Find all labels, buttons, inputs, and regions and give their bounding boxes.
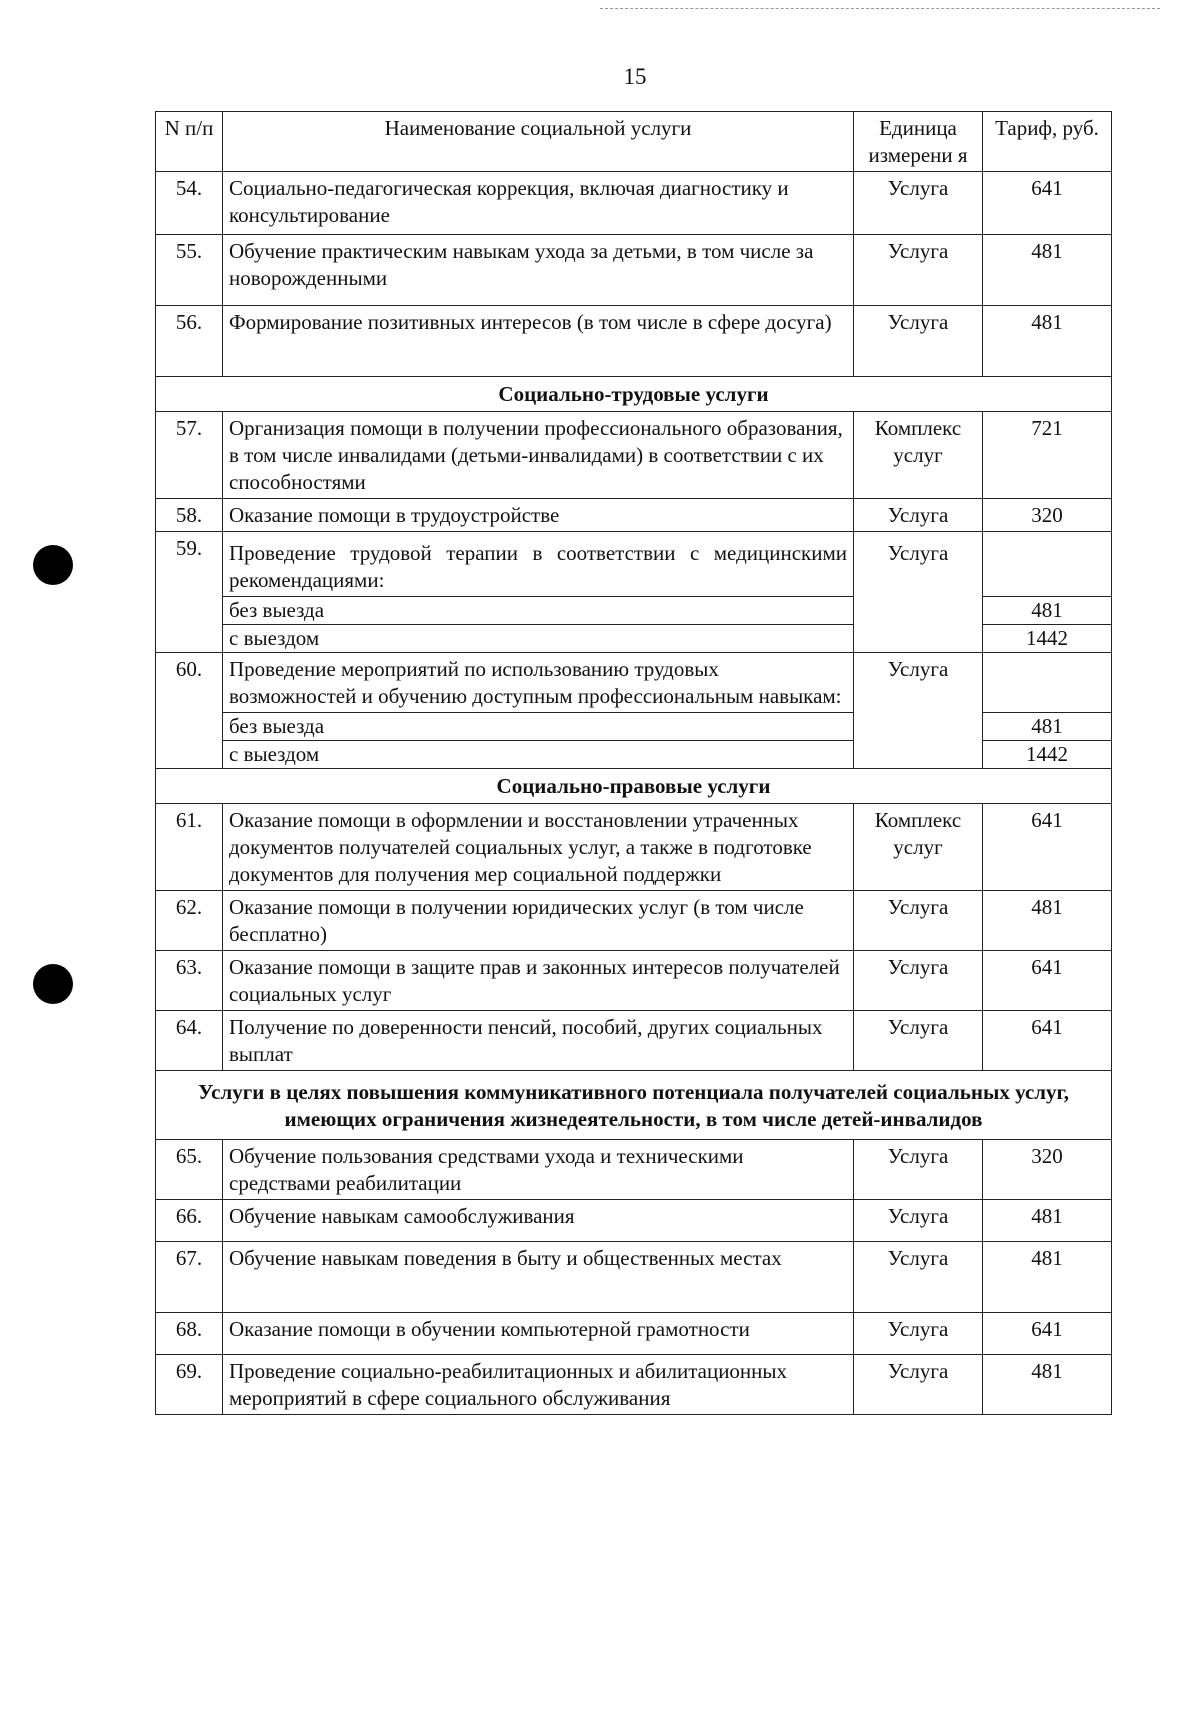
section-heading-row <box>156 377 1112 412</box>
table-row <box>156 412 1112 499</box>
service-name: Обучение навыкам самообслуживания <box>223 1200 854 1242</box>
table-row <box>156 1242 1112 1313</box>
service-name: Оказание помощи в обучении компьютерной грамотности <box>223 1313 854 1355</box>
header-service-name: Наименование социальной услуги <box>223 112 854 172</box>
service-name: Оказание помощи в трудоустройстве <box>223 499 854 532</box>
service-unit: Услуга <box>854 1140 983 1200</box>
variant-tariff: 481 <box>983 713 1112 741</box>
service-tariff: 481 <box>983 235 1112 306</box>
table-row <box>156 804 1112 891</box>
service-name: Получение по доверенности пенсий, пособий, других социальных выплат <box>223 1011 854 1071</box>
punch-hole <box>33 545 73 585</box>
service-tariff: 320 <box>983 1140 1112 1200</box>
row-number: 56. <box>156 306 223 377</box>
section-heading-row <box>156 1071 1112 1140</box>
service-unit: Комплекс услуг <box>854 412 983 499</box>
service-name <box>223 532 854 597</box>
service-name: Оказание помощи в оформлении и восстановлении утраченных документов получателей социальных услуг, а также в подготовке документов для получения мер социальной поддержки <box>223 804 854 891</box>
section-heading-legal: Социально-правовые услуги <box>156 769 1112 804</box>
service-tariff-empty <box>983 653 1112 713</box>
services-tariff-table <box>155 111 1112 1415</box>
variant-tariff: 1442 <box>983 741 1112 769</box>
variant-label: без выезда <box>223 713 854 741</box>
service-tariff: 641 <box>983 172 1112 235</box>
service-tariff: 481 <box>983 1200 1112 1242</box>
service-name: Формирование позитивных интересов (в том числе в сфере досуга) <box>223 306 854 377</box>
service-tariff: 481 <box>983 1355 1112 1415</box>
service-unit: Услуга <box>854 499 983 532</box>
row-number: 64. <box>156 1011 223 1071</box>
service-unit: Услуга <box>854 1200 983 1242</box>
row-number: 59. <box>156 532 223 653</box>
service-tariff: 481 <box>983 1242 1112 1313</box>
row-number: 60. <box>156 653 223 769</box>
service-name: Проведение мероприятий по использованию трудовых возможностей и обучению доступным профессиональным навыкам: <box>223 653 854 713</box>
variant-label: без выезда <box>223 597 854 625</box>
row-number: 54. <box>156 172 223 235</box>
table-header-row <box>156 112 1112 172</box>
row-number: 58. <box>156 499 223 532</box>
page-number: 15 <box>623 64 647 89</box>
row-number: 62. <box>156 891 223 951</box>
table-row <box>156 172 1112 235</box>
service-tariff: 721 <box>983 412 1112 499</box>
table-row <box>156 1200 1112 1242</box>
table-row <box>156 499 1112 532</box>
service-name: Обучение навыкам поведения в быту и общественных местах <box>223 1242 854 1313</box>
variant-tariff: 481 <box>983 597 1112 625</box>
service-unit: Услуга <box>854 1011 983 1071</box>
service-tariff: 641 <box>983 1313 1112 1355</box>
table-row <box>156 1011 1112 1071</box>
row-number: 57. <box>156 412 223 499</box>
service-tariff: 481 <box>983 891 1112 951</box>
table-row <box>156 1140 1112 1200</box>
service-name: Оказание помощи в получении юридических услуг (в том числе бесплатно) <box>223 891 854 951</box>
row-number: 61. <box>156 804 223 891</box>
table-row <box>156 235 1112 306</box>
service-name: Социально-педагогическая коррекция, включая диагностику и консультирование <box>223 172 854 235</box>
service-tariff-empty <box>983 532 1112 597</box>
variant-label: с выездом <box>223 625 854 653</box>
row-number: 65. <box>156 1140 223 1200</box>
row-number: 69. <box>156 1355 223 1415</box>
service-unit: Услуга <box>854 1313 983 1355</box>
row-number: 55. <box>156 235 223 306</box>
table-row <box>156 891 1112 951</box>
row-number: 68. <box>156 1313 223 1355</box>
service-name: Проведение социально-реабилитационных и абилитационных мероприятий в сфере социального обслуживания <box>223 1355 854 1415</box>
service-tariff: 481 <box>983 306 1112 377</box>
service-unit: Услуга <box>854 306 983 377</box>
table-row <box>156 1355 1112 1415</box>
table-row <box>156 653 1112 713</box>
scan-edge-line <box>600 8 1160 9</box>
service-unit: Комплекс услуг <box>854 804 983 891</box>
section-heading-communicative: Услуги в целях повышения коммуникативного потенциала получателей социальных услуг, имеющих ограничения жизнедеятельности, в том числе детей-инвалидов <box>156 1071 1112 1140</box>
row-number: 66. <box>156 1200 223 1242</box>
table-row <box>156 1313 1112 1355</box>
service-unit: Услуга <box>854 951 983 1011</box>
variant-label: с выездом <box>223 741 854 769</box>
service-unit: Услуга <box>854 235 983 306</box>
service-name-text: Проведение трудовой терапии в соответствии с медицинскими рекомендациями: <box>229 541 847 592</box>
section-heading-labor: Социально-трудовые услуги <box>156 377 1112 412</box>
service-tariff: 641 <box>983 951 1112 1011</box>
service-unit: Услуга <box>854 1242 983 1313</box>
header-number: N п/п <box>156 112 223 172</box>
service-unit: Услуга <box>854 532 983 653</box>
header-unit: Единица измерени я <box>854 112 983 172</box>
header-tariff: Тариф, руб. <box>983 112 1112 172</box>
service-name: Организация помощи в получении профессионального образования, в том числе инвалидами (детьми-инвалидами) в соответствии с их способностями <box>223 412 854 499</box>
service-unit: Услуга <box>854 1355 983 1415</box>
service-tariff: 641 <box>983 804 1112 891</box>
table-row <box>156 306 1112 377</box>
row-number: 63. <box>156 951 223 1011</box>
table-row <box>156 951 1112 1011</box>
service-unit: Услуга <box>854 891 983 951</box>
service-tariff: 641 <box>983 1011 1112 1071</box>
service-name: Обучение практическим навыкам ухода за детьми, в том числе за новорожденными <box>223 235 854 306</box>
service-unit: Услуга <box>854 172 983 235</box>
row-number: 67. <box>156 1242 223 1313</box>
service-name: Оказание помощи в защите прав и законных интересов получателей социальных услуг <box>223 951 854 1011</box>
punch-hole <box>33 964 73 1004</box>
service-tariff: 320 <box>983 499 1112 532</box>
service-name: Обучение пользования средствами ухода и техническими средствами реабилитации <box>223 1140 854 1200</box>
section-heading-row <box>156 769 1112 804</box>
variant-tariff: 1442 <box>983 625 1112 653</box>
table-row <box>156 532 1112 597</box>
service-unit: Услуга <box>854 653 983 769</box>
